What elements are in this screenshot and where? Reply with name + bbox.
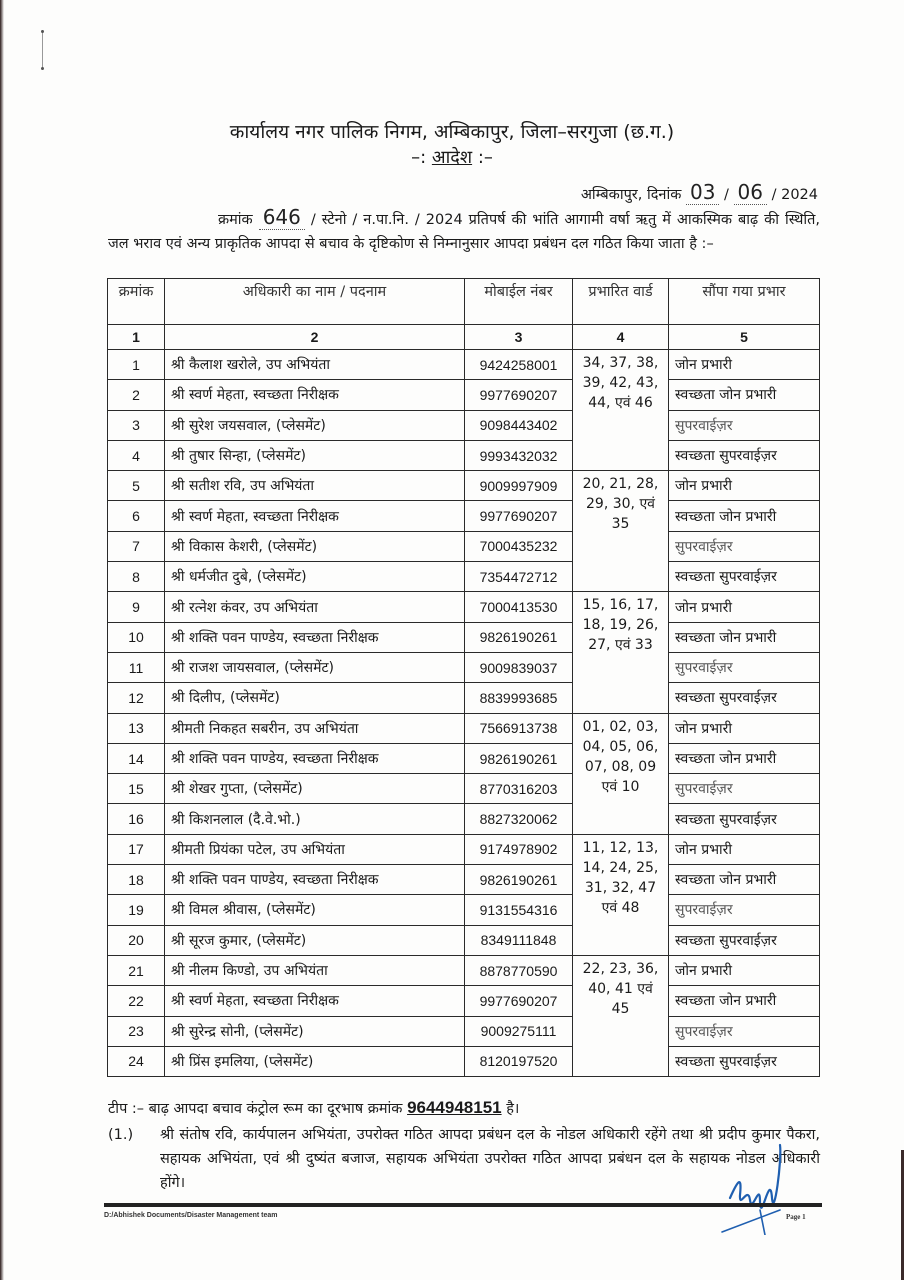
serial-cell: 24 bbox=[108, 1046, 165, 1076]
table-row bbox=[108, 743, 820, 773]
order-word: आदेश bbox=[431, 147, 473, 168]
mobile-cell: 9826190261 bbox=[465, 743, 573, 773]
charge-cell: जोन प्रभारी bbox=[669, 471, 820, 501]
column-number: 3 bbox=[465, 325, 573, 350]
serial-cell: 18 bbox=[108, 865, 165, 895]
mobile-cell: 9098443402 bbox=[465, 410, 573, 440]
charge-cell: स्वच्छता सुपरवाईज़र bbox=[669, 440, 820, 470]
wards-cell: 15, 16, 17, 18, 19, 26, 27, एवं 33 bbox=[573, 592, 669, 713]
tip-prefix: टीप :– बाढ़ आपदा बचाव कंट्रोल रूम का दूरभाष क्रमांक bbox=[108, 1101, 403, 1117]
mobile-cell: 9977690207 bbox=[465, 380, 573, 410]
date-day: 03 bbox=[686, 180, 719, 205]
order-heading-prefix: –: bbox=[411, 147, 432, 168]
mobile-cell: 7354472712 bbox=[465, 562, 573, 592]
mobile-cell: 9174978902 bbox=[465, 834, 573, 864]
charge-cell: स्वच्छता जोन प्रभारी bbox=[669, 743, 820, 773]
date-month: 06 bbox=[734, 180, 767, 205]
mobile-cell: 8878770590 bbox=[465, 955, 573, 985]
charge-cell: जोन प्रभारी bbox=[669, 713, 820, 743]
table-row bbox=[108, 562, 820, 592]
office-title: कार्यालय नगर पालिक निगम, अम्बिकापुर, जिला–सरगुजा (छ.ग.) bbox=[229, 121, 675, 143]
officer-name-cell: श्री रत्नेश कंवर, उप अभियंता bbox=[165, 592, 465, 622]
officer-name-cell: श्री कैलाश खरोले, उप अभियंता bbox=[165, 350, 465, 380]
wards-cell: 22, 23, 36, 40, 41 एवं 45 bbox=[573, 955, 669, 1076]
wards-cell: 20, 21, 28, 29, 30, एवं 35 bbox=[573, 471, 669, 592]
staple-mark bbox=[42, 30, 43, 70]
mobile-cell: 9977690207 bbox=[465, 986, 573, 1016]
note-paragraph bbox=[108, 1123, 820, 1195]
tip-line bbox=[108, 1098, 519, 1118]
officer-name-cell: श्री प्रिंस इमलिया, (प्लेसमेंट) bbox=[165, 1046, 465, 1076]
serial-cell: 13 bbox=[108, 713, 165, 743]
mobile-cell: 7566913738 bbox=[465, 713, 573, 743]
officer-name-cell: श्रीमती निकहत सबरीन, उप अभियंता bbox=[165, 713, 465, 743]
mobile-cell: 8120197520 bbox=[465, 1046, 573, 1076]
ref-label: क्रमांक bbox=[218, 212, 253, 228]
charge-cell: सुपरवाईज़र bbox=[669, 895, 820, 925]
table-row bbox=[108, 380, 820, 410]
serial-cell: 19 bbox=[108, 895, 165, 925]
charge-cell: जोन प्रभारी bbox=[669, 350, 820, 380]
mobile-cell: 9009839037 bbox=[465, 652, 573, 682]
serial-cell: 6 bbox=[108, 501, 165, 531]
serial-cell: 20 bbox=[108, 925, 165, 955]
column-number: 4 bbox=[573, 325, 669, 350]
serial-cell: 15 bbox=[108, 774, 165, 804]
table-header-row bbox=[108, 279, 820, 325]
table-row bbox=[108, 531, 820, 561]
place-date: अम्बिकापुर, दिनांक 03 / 06 / 2024 bbox=[580, 180, 818, 204]
table-row bbox=[108, 350, 820, 380]
charge-cell: सुपरवाईज़र bbox=[669, 774, 820, 804]
mobile-cell: 9131554316 bbox=[465, 895, 573, 925]
officer-name-cell: श्री स्वर्ण मेहता, स्वच्छता निरीक्षक bbox=[165, 986, 465, 1016]
mobile-cell: 9424258001 bbox=[465, 350, 573, 380]
header-mobile: मोबाईल नंबर bbox=[465, 279, 573, 325]
serial-cell: 2 bbox=[108, 380, 165, 410]
serial-cell: 9 bbox=[108, 592, 165, 622]
serial-cell: 11 bbox=[108, 652, 165, 682]
charge-cell: स्वच्छता सुपरवाईज़र bbox=[669, 925, 820, 955]
officer-name-cell: श्री स्वर्ण मेहता, स्वच्छता निरीक्षक bbox=[165, 380, 465, 410]
table-row bbox=[108, 895, 820, 925]
mobile-cell: 8839993685 bbox=[465, 683, 573, 713]
disaster-team-table bbox=[107, 278, 820, 1077]
charge-cell: स्वच्छता सुपरवाईज़र bbox=[669, 1046, 820, 1076]
mobile-cell: 9993432032 bbox=[465, 440, 573, 470]
table-row bbox=[108, 592, 820, 622]
mobile-cell: 9009275111 bbox=[465, 1016, 573, 1046]
charge-cell: स्वच्छता सुपरवाईज़र bbox=[669, 562, 820, 592]
table-row bbox=[108, 1046, 820, 1076]
serial-cell: 3 bbox=[108, 410, 165, 440]
table-row bbox=[108, 955, 820, 985]
control-room-phone: 9644948151 bbox=[407, 1098, 502, 1117]
charge-cell: स्वच्छता जोन प्रभारी bbox=[669, 380, 820, 410]
note-number: (1.) bbox=[108, 1127, 134, 1143]
page-edge-shadow bbox=[0, 0, 4, 1280]
mobile-cell: 9826190261 bbox=[465, 622, 573, 652]
charge-cell: जोन प्रभारी bbox=[669, 955, 820, 985]
table-body bbox=[108, 350, 820, 1077]
footer-page-number: Page 1 bbox=[786, 1213, 806, 1221]
charge-cell: जोन प्रभारी bbox=[669, 834, 820, 864]
date-year: / 2024 bbox=[771, 187, 818, 203]
table-row bbox=[108, 410, 820, 440]
charge-cell: सुपरवाईज़र bbox=[669, 652, 820, 682]
tip-suffix: है। bbox=[506, 1101, 520, 1117]
charge-cell: स्वच्छता जोन प्रभारी bbox=[669, 501, 820, 531]
charge-cell: जोन प्रभारी bbox=[669, 592, 820, 622]
place-label: अम्बिकापुर, दिनांक bbox=[580, 187, 682, 203]
table-row bbox=[108, 986, 820, 1016]
charge-cell: सुपरवाईज़र bbox=[669, 531, 820, 561]
serial-cell: 23 bbox=[108, 1016, 165, 1046]
officer-name-cell: श्री सुरेन्द्र सोनी, (प्लेसमेंट) bbox=[165, 1016, 465, 1046]
mobile-cell: 9826190261 bbox=[465, 865, 573, 895]
header-wards: प्रभारित वार्ड bbox=[573, 279, 669, 325]
column-number: 2 bbox=[165, 325, 465, 350]
table-row bbox=[108, 713, 820, 743]
officer-name-cell: श्री स्वर्ण मेहता, स्वच्छता निरीक्षक bbox=[165, 501, 465, 531]
officer-name-cell: श्री विकास केशरी, (प्लेसमेंट) bbox=[165, 531, 465, 561]
mobile-cell: 8770316203 bbox=[465, 774, 573, 804]
table-row bbox=[108, 683, 820, 713]
table-row bbox=[108, 865, 820, 895]
officer-name-cell: श्री तुषार सिन्हा, (प्लेसमेंट) bbox=[165, 440, 465, 470]
order-heading bbox=[0, 145, 904, 169]
serial-cell: 22 bbox=[108, 986, 165, 1016]
serial-cell: 21 bbox=[108, 955, 165, 985]
mobile-cell: 9977690207 bbox=[465, 501, 573, 531]
officer-name-cell: श्रीमती प्रियंका पटेल, उप अभियंता bbox=[165, 834, 465, 864]
officer-name-cell: श्री शक्ति पवन पाण्डेय, स्वच्छता निरीक्षक bbox=[165, 622, 465, 652]
serial-cell: 7 bbox=[108, 531, 165, 561]
serial-cell: 8 bbox=[108, 562, 165, 592]
officer-name-cell: श्री शेखर गुप्ता, (प्लेसमेंट) bbox=[165, 774, 465, 804]
table-row bbox=[108, 774, 820, 804]
table-row bbox=[108, 925, 820, 955]
intro-text: प्रतिपर्ष की भांति आगामी वर्षा ऋतु में आकस्मिक बाढ़ की स्थिति, जल भराव एवं अन्य प्राकृतिक आपदा से बचाव के दृष्टिकोण से निम्नानुसार आपदा प्रबंधन दल गठित किया जाता है :– bbox=[108, 212, 821, 252]
serial-cell: 1 bbox=[108, 350, 165, 380]
mobile-cell: 7000413530 bbox=[465, 592, 573, 622]
table-row bbox=[108, 501, 820, 531]
officer-name-cell: श्री शक्ति पवन पाण्डेय, स्वच्छता निरीक्षक bbox=[165, 743, 465, 773]
footer-divider bbox=[104, 1203, 822, 1207]
charge-cell: स्वच्छता सुपरवाईज़र bbox=[669, 683, 820, 713]
charge-cell: स्वच्छता जोन प्रभारी bbox=[669, 865, 820, 895]
officer-name-cell: श्री धर्मजीत दुबे, (प्लेसमेंट) bbox=[165, 562, 465, 592]
table-row bbox=[108, 440, 820, 470]
officer-name-cell: श्री राजश जायसवाल, (प्लेसमेंट) bbox=[165, 652, 465, 682]
column-number: 5 bbox=[669, 325, 820, 350]
table-row bbox=[108, 652, 820, 682]
column-number: 1 bbox=[108, 325, 165, 350]
officer-name-cell: श्री किशनलाल (दै.वे.भो.) bbox=[165, 804, 465, 834]
note-text: श्री संतोष रवि, कार्यपालन अभियंता, उपरोक्त गठित आपदा प्रबंधन दल के नोडल अधिकारी रहेंगे तथा श्री प्रदीप कुमार पैकरा, सहायक अभियंता, एवं श्री दुष्यंत बजाज, सहायक अभियंता उपरोक्त गठित आपदा प्रबंधन दल के सहायक नोडल अधिकारी होंगे। bbox=[160, 1127, 820, 1191]
mobile-cell: 8827320062 bbox=[465, 804, 573, 834]
header-name: अधिकारी का नाम / पदनाम bbox=[165, 279, 465, 325]
officer-name-cell: श्री सतीश रवि, उप अभियंता bbox=[165, 471, 465, 501]
mobile-cell: 9009997909 bbox=[465, 471, 573, 501]
wards-cell: 11, 12, 13, 14, 24, 25, 31, 32, 47 एवं 48 bbox=[573, 834, 669, 955]
charge-cell: स्वच्छता जोन प्रभारी bbox=[669, 986, 820, 1016]
officer-name-cell: श्री नीलम किण्डो, उप अभियंता bbox=[165, 955, 465, 985]
officer-name-cell: श्री शक्ति पवन पाण्डेय, स्वच्छता निरीक्षक bbox=[165, 865, 465, 895]
mobile-cell: 8349111848 bbox=[465, 925, 573, 955]
charge-cell: स्वच्छता जोन प्रभारी bbox=[669, 622, 820, 652]
column-number-row bbox=[108, 325, 820, 350]
table-row bbox=[108, 622, 820, 652]
mobile-cell: 7000435232 bbox=[465, 531, 573, 561]
wards-cell: 34, 37, 38, 39, 42, 43, 44, एवं 46 bbox=[573, 350, 669, 471]
ref-suffix: / स्टेनो / न.पा.नि. / 2024 bbox=[310, 212, 463, 228]
serial-cell: 17 bbox=[108, 834, 165, 864]
officer-name-cell: श्री सूरज कुमार, (प्लेसमेंट) bbox=[165, 925, 465, 955]
serial-cell: 14 bbox=[108, 743, 165, 773]
header-charge: सौंपा गया प्रभार bbox=[669, 279, 820, 325]
officer-name-cell: श्री दिलीप, (प्लेसमेंट) bbox=[165, 683, 465, 713]
officer-name-cell: श्री विमल श्रीवास, (प्लेसमेंट) bbox=[165, 895, 465, 925]
footer-file-path: D:/Abhishek Documents/Disaster Management team bbox=[104, 1212, 278, 1219]
header-serial: क्रमांक bbox=[108, 279, 165, 325]
table-row bbox=[108, 834, 820, 864]
wards-cell: 01, 02, 03, 04, 05, 06, 07, 08, 09 एवं 10 bbox=[573, 713, 669, 834]
serial-cell: 10 bbox=[108, 622, 165, 652]
charge-cell: स्वच्छता सुपरवाईज़र bbox=[669, 804, 820, 834]
serial-cell: 12 bbox=[108, 683, 165, 713]
table-row bbox=[108, 1016, 820, 1046]
ref-number: 646 bbox=[259, 205, 305, 230]
table-row bbox=[108, 804, 820, 834]
officer-name-cell: श्री सुरेश जयसवाल, (प्लेसमेंट) bbox=[165, 410, 465, 440]
order-heading-suffix: :– bbox=[472, 147, 493, 168]
serial-cell: 4 bbox=[108, 440, 165, 470]
intro-paragraph bbox=[108, 205, 820, 256]
table-row bbox=[108, 471, 820, 501]
serial-cell: 5 bbox=[108, 471, 165, 501]
charge-cell: सुपरवाईज़र bbox=[669, 1016, 820, 1046]
charge-cell: सुपरवाईज़र bbox=[669, 410, 820, 440]
serial-cell: 16 bbox=[108, 804, 165, 834]
